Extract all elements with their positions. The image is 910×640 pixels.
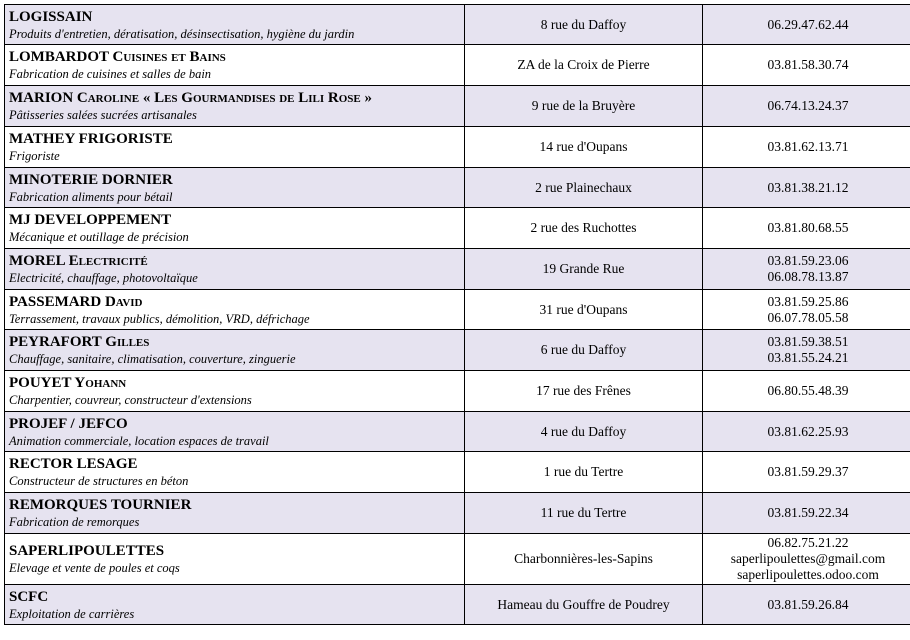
table-row	[5, 45, 910, 86]
address-cell: 9 rue de la Bruyère	[465, 86, 703, 127]
address-cell: 19 Grande Rue	[465, 249, 703, 290]
contact-cell	[703, 249, 910, 290]
address-cell: 17 rue des Frênes	[465, 371, 703, 412]
company-name: MOREL Electricité	[9, 253, 148, 269]
phone-number: 03.81.62.25.93	[767, 423, 849, 439]
phone-number: 03.81.38.21.12	[767, 179, 849, 195]
company-activity: Electricité, chauffage, photovoltaïque	[9, 271, 198, 285]
address-cell: 31 rue d'Oupans	[465, 290, 703, 330]
address-cell: Charbonnières-les-Sapins	[465, 534, 703, 585]
contact-cell	[703, 412, 910, 452]
contact-cell	[703, 585, 910, 625]
table-row	[5, 534, 910, 585]
table-row	[5, 208, 910, 249]
company-name: LOGISSAIN	[9, 8, 93, 25]
contact-cell	[703, 330, 910, 371]
address-cell: 6 rue du Daffoy	[465, 330, 703, 371]
company-name: MJ DEVELOPPEMENT	[9, 212, 172, 228]
phone-number: 06.08.78.13.87	[767, 269, 849, 284]
company-activity: Fabrication aliments pour bétail	[9, 189, 173, 204]
table-row	[5, 5, 910, 45]
company-cell	[5, 412, 465, 452]
table-row	[5, 452, 910, 493]
company-name: PROJEF / JEFCO	[9, 415, 128, 432]
contact-cell	[703, 5, 910, 45]
company-activity: Fabrication de cuisines et salles de bain	[9, 67, 212, 81]
table-row	[5, 249, 910, 290]
company-activity: Fabrication de remorques	[9, 515, 140, 529]
phone-number: 06.82.75.21.22	[767, 535, 849, 550]
company-name: REMORQUES TOURNIER	[9, 497, 192, 513]
phone-number: 06.29.47.62.44	[767, 16, 849, 32]
contact-cell	[703, 168, 910, 208]
company-cell	[5, 330, 465, 371]
address-cell: 11 rue du Tertre	[465, 493, 703, 534]
company-cell	[5, 585, 465, 625]
company-cell	[5, 208, 465, 249]
company-name: RECTOR LESAGE	[9, 456, 138, 472]
company-cell	[5, 371, 465, 412]
table-row	[5, 371, 910, 412]
address-cell: 8 rue du Daffoy	[465, 5, 703, 45]
company-name: MATHEY FRIGORISTE	[9, 131, 173, 147]
contact-cell	[703, 534, 910, 585]
company-name: SAPERLIPOULETTES	[9, 543, 165, 559]
address-cell: 1 rue du Tertre	[465, 452, 703, 493]
address-cell: Hameau du Gouffre de Poudrey	[465, 585, 703, 625]
contact-cell	[703, 371, 910, 412]
phone-number: 03.81.58.30.74	[767, 57, 849, 72]
contact-cell	[703, 452, 910, 493]
phone-number: 03.81.59.29.37	[767, 464, 849, 479]
directory-body	[5, 5, 910, 625]
table-row	[5, 585, 910, 625]
company-name: SCFC	[9, 588, 49, 605]
table-row	[5, 290, 910, 330]
company-name: MINOTERIE DORNIER	[9, 171, 173, 188]
address-cell: ZA de la Croix de Pierre	[465, 45, 703, 86]
company-cell	[5, 493, 465, 534]
phone-number: 03.81.59.26.84	[767, 596, 849, 612]
phone-number: 06.74.13.24.37	[767, 98, 849, 113]
phone-number: 06.07.78.05.58	[767, 309, 849, 325]
company-activity: Mécanique et outillage de précision	[9, 230, 189, 244]
contact-cell	[703, 45, 910, 86]
address-cell: 2 rue des Ruchottes	[465, 208, 703, 249]
business-directory-table	[4, 4, 910, 625]
company-activity: Chauffage, sanitaire, climatisation, couverture, zinguerie	[9, 352, 296, 366]
company-activity: Exploitation de carrières	[9, 606, 135, 621]
company-activity: Elevage et vente de poules et coqs	[9, 561, 180, 575]
table-row	[5, 168, 910, 208]
address-cell: 14 rue d'Oupans	[465, 127, 703, 168]
company-name: LOMBARDOT Cuisines et Bains	[9, 49, 226, 65]
company-activity: Produits d'entretien, dératisation, désinsectisation, hygiène du jardin	[9, 26, 355, 41]
phone-number: 03.81.59.22.34	[767, 505, 849, 520]
company-activity: Charpentier, couvreur, constructeur d'extensions	[9, 393, 252, 407]
company-name: PEYRAFORT Gilles	[9, 334, 150, 350]
contact-cell	[703, 493, 910, 534]
phone-number: 03.81.59.25.86	[767, 293, 849, 309]
company-name: PASSEMARD David	[9, 293, 143, 310]
company-activity: Frigoriste	[9, 149, 60, 163]
phone-number: 03.81.62.13.71	[767, 139, 849, 154]
contact-cell	[703, 86, 910, 127]
company-activity: Animation commerciale, location espaces de travail	[9, 433, 269, 448]
table-row	[5, 412, 910, 452]
company-activity: Pâtisseries salées sucrées artisanales	[9, 108, 197, 122]
table-row	[5, 127, 910, 168]
phone-number: 03.81.80.68.55	[767, 220, 849, 235]
table-row	[5, 330, 910, 371]
company-cell	[5, 452, 465, 493]
website-link[interactable]: saperlipoulettes.odoo.com	[737, 567, 879, 582]
company-cell	[5, 86, 465, 127]
company-name: POUYET Yohann	[9, 375, 127, 391]
phone-number: 03.81.59.23.06	[767, 253, 849, 268]
company-cell	[5, 168, 465, 208]
company-cell	[5, 290, 465, 330]
company-cell	[5, 45, 465, 86]
contact-cell	[703, 290, 910, 330]
contact-cell	[703, 208, 910, 249]
company-cell	[5, 534, 465, 585]
company-activity: Constructeur de structures en béton	[9, 474, 189, 488]
address-cell: 2 rue Plainechaux	[465, 168, 703, 208]
company-cell	[5, 127, 465, 168]
phone-number: 03.81.59.38.51	[767, 334, 849, 349]
company-cell	[5, 249, 465, 290]
table-row	[5, 493, 910, 534]
table-row	[5, 86, 910, 127]
contact-cell	[703, 127, 910, 168]
email-link[interactable]: saperlipoulettes@gmail.com	[730, 551, 886, 566]
company-activity: Terrassement, travaux publics, démolition, VRD, défrichage	[9, 311, 310, 326]
address-cell: 4 rue du Daffoy	[465, 412, 703, 452]
phone-number: 06.80.55.48.39	[767, 383, 849, 398]
company-name: MARION Caroline « Les Gourmandises de Lili Rose »	[9, 90, 372, 106]
phone-number: 03.81.55.24.21	[767, 350, 849, 365]
company-cell	[5, 5, 465, 45]
